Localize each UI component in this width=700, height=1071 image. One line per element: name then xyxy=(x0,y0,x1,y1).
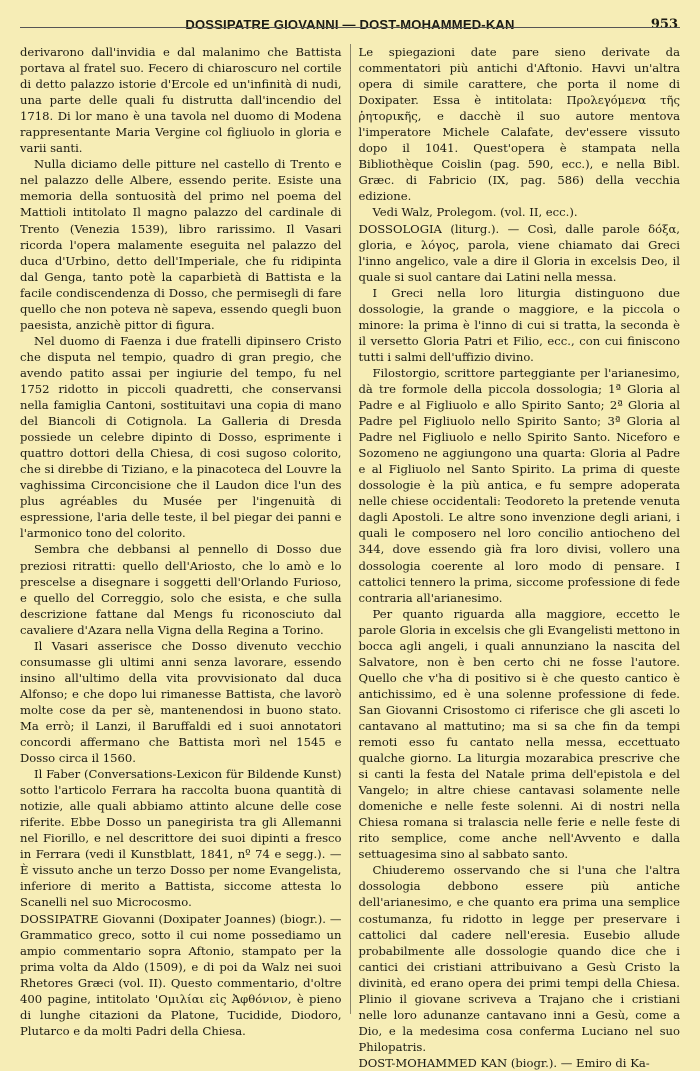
entry-dossipatre: DOSSIPATRE Giovanni (Doxipater Joannes) (biogr.). — Grammatico greco, sotto il cui nome possediamo un ampio commentario sopra Aftonio, stampato per la prima volta da Aldo (1509), e di poi da Walz nei suoi Rhetores Græci (vol. II). Questo commentario, d'oltre 400 pagine, intitolato 'Ομιλίαι εἰς Ἀφθόνιον, è pieno di lunghe citazioni da Platone, Tucidide, Diodoro, Plutarco e da molti Padri della Chiesa. xyxy=(20,911,342,1038)
paragraph: Sembra che debbansi al pennello di Dosso due preziosi ritratti: quello dell'Ariosto, che lo amò e lo prescelse a disegnare i soggetti dell'Orlando Furioso, e quello del Correggio, solo che esista, e che sulla descrizione fattane dal Mengs fu riconosciuto dal cavaliere d'Azara nella Vigna della Regina a Torino. xyxy=(20,542,342,637)
paragraph: Nel duomo di Faenza i due fratelli dipinsero Cristo che disputa nel tempio, quadro di gran pregio, che avendo patito assai per ingiurie del tempo, fu nel 1752 ridotto in piccoli quadretti, che conservansi nella famiglia Cantoni, sostituitavi una copia di mano del Biancoli di Cotignola. La Galleria di Dresda possiede un celebre dipinto di Dosso, esprimente i quattro dottori della Chiesa, di cosi sugoso colorito, che si direbbe di Tiziano, e la pinacoteca del Louvre la vaghissima Circoncisione che il Laudon dice l'un des plus agréables du Musée per l'ingenuità di espressione, l'aria delle teste, il bel piegar dei panni e l'armonico tono del colorito. xyxy=(20,333,342,541)
paragraph: Vedi Walz, Prolegom. (vol. II, ecc.). xyxy=(372,205,578,220)
entry-dost-mohammed-kan: DOST-MOHAMMED KAN (biogr.). — Emiro di Ka- xyxy=(358,1055,650,1070)
running-title: DOSSIPATRE GIOVANNI — DOST-MOHAMMED-KAN xyxy=(185,17,515,32)
paragraph: Nulla diciamo delle pitture nel castello di Trento e nel palazzo delle Albere, essendo perite. Esiste una memoria della sontuosità del primo nel poema del Mattioli intitolato Il magno palazzo del cardinale di Trento (Venezia 1539), libro rarissimo. Il Vasari ricorda l'opera malamente eseguita nel palazzo del duca d'Urbino, detto dell'Imperiale, che fu ridipinta dal Genga, tanto potè la caparbietà di Battista e la facile condiscendenza di Dosso, che permisegli di fare quello che non poteva nè sapeva, essendo quegli buon paesista, anzichè pittor di figura. xyxy=(20,157,342,332)
paragraph: Filostorgio, scrittore parteggiante per l'arianesimo, dà tre formole della piccola dossologia; 1ª Gloria al Padre e al Figliuolo e allo Spirito Santo; 2ª Gloria al Padre pel Figliuolo nello Spirito Santo; 3ª Gloria al Padre nel Figliuolo e nello Spirito Santo. Niceforo e Sozomeno ne aggiungono una quarta: Gloria al Padre e al Figliuolo nel Santo Spirito. La prima di queste dossologie è la più antica, e fu sempre adoperata nelle chiese occidentali: Teodoreto la pretende venuta dagli Apostoli. Le altre sono invenzione degli ariani, i quali le composero nel loro concilio antiocheno del 344, dove essendo già fra loro divisi, vollero una dossologia coerente al loro modo di pensare. I cattolici tennero la prima, siccome professione di fede contraria all'arianesimo. xyxy=(358,365,680,605)
left-column xyxy=(20,44,350,1038)
right-column xyxy=(350,44,681,1070)
page-number: 953 xyxy=(650,17,678,32)
text-columns xyxy=(20,44,680,1070)
paragraph: Il Faber (Conversations-Lexicon für Bildende Kunst) sotto l'articolo Ferrara ha raccolta buona quantità di notizie, alle quali abbiamo attinto alcune delle cose riferite. Ebbe Dosso un panegirista tra gli Allemanni nel Fiorillo, e nel descrittore dei suoi dipinti a fresco in Ferrara (vedi il Kunstblatt, 1841, nº 74 e segg.). — È vissuto anche un terzo Dosso per nome Evangelista, inferiore di merito a Battista, siccome attesta lo Scanelli nel suo Microcosmo. xyxy=(20,767,342,910)
entry-dossologia: DOSSOLOGIA (liturg.). — Così, dalle parole δόξα, gloria, e λόγος, parola, viene chiamato dai Greci l'inno angelico, vale a dire il Gloria in excelsis Deo, il quale si suol cantare dai Latini nella messa. xyxy=(358,221,680,284)
paragraph: Le spiegazioni date pare sieno derivate da commentatori più antichi d'Aftonio. Havvi un'altra opera di simile carattere, che porta il nome di Doxipater. Essa è intitolata: Προλεγόμενα τῆς ῥητορικῆς, e dacchè il suo autore mentova l'imperatore Michele Calafate, dev'essere vissuto dopo il 1041. Quest'opera è stampata nella Bibliothèque Coislin (pag. 590, ecc.), e nella Bibl. Græc. di Fabricio (IX, pag. 586) della vecchia edizione. xyxy=(358,45,680,204)
paragraph: Il Vasari asserisce che Dosso divenuto vecchio consumasse gli ultimi anni senza lavorare, essendo insino all'ultimo della vita provvisionato dal duca Alfonso; e che dopo lui rimanesse Battista, che lavorò molte cose da per sè, mantenendosi in buono stato. Ma errò; il Lanzi, il Baruffaldi ed i suoi annotatori concordi affermano che Battista morì nel 1545 e Dosso circa il 1560. xyxy=(20,638,342,766)
paragraph: Chiuderemo osservando che si l'una che l'altra dossologia debbono essere più antiche dell'arianesimo, e che quanto era prima una semplice costumanza, fu ridotto in legge per preservare i cattolici dal cadere nell'eresia. Eusebio allude probabilmente alle dossologie quando dice che i cantici dei cristiani attribuivano a Gesù Cristo la divinità, ed erano opera dei primi tempi della Chiesa. Plinio il giovane scriveva a Trajano che i cristiani nelle loro adunanze cantavano inni a Gesù, come a Dio, e la medesima cosa conferma Luciano nel suo Philopatris. xyxy=(358,863,680,1054)
header-rule xyxy=(20,27,680,28)
paragraph: I Greci nella loro liturgia distinguono due dossologie, la grande o maggiore, e la piccola o minore: la prima è l'inno di cui si tratta, la seconda è il versetto Gloria Patri et Filio, ecc., con cui finiscono tutti i salmi dell'uffizio divino. xyxy=(358,285,680,364)
paragraph: derivarono dall'invidia e dal malanimo che Battista portava al fratel suo. Fecero di chiaroscuro nel cortile di detto palazzo istorie d'Ercole ed un'infinità di nudi, una parte delle quali fu distrutta dall'incendio del 1718. Di lor mano è una tavola nel duomo di Modena rappresentante Maria Vergine col figliuolo in gloria e varii santi. xyxy=(20,45,342,156)
paragraph: Per quanto riguarda alla maggiore, eccetto le parole Gloria in excelsis che gli Evangelisti mettono in bocca agli angeli, i quali annunziano la nascita del Salvatore, non è ben certo chi ne fosse l'autore. Quello che v'ha di positivo si è che questo cantico è antichissimo, ed è una solenne professione di fede. San Giovanni Crisostomo ci riferisce che gli asceti lo cantavano al mattutino; ma si sa che fin da tempi remoti esso fu cantato nella messa, eccettuato qualche giorno. La liturgia mozarabica prescrive che si canti la festa del Natale prima dell'epistola e del Vangelo; in altre chiese cantavasi solamente nelle domeniche e nelle feste solenni. Ai di nostri nella Chiesa romana si tralascia nelle ferie e nelle feste di rito semplice, come anche nell'Avvento e dalla settuagesima sino al sabbato santo. xyxy=(358,606,680,862)
